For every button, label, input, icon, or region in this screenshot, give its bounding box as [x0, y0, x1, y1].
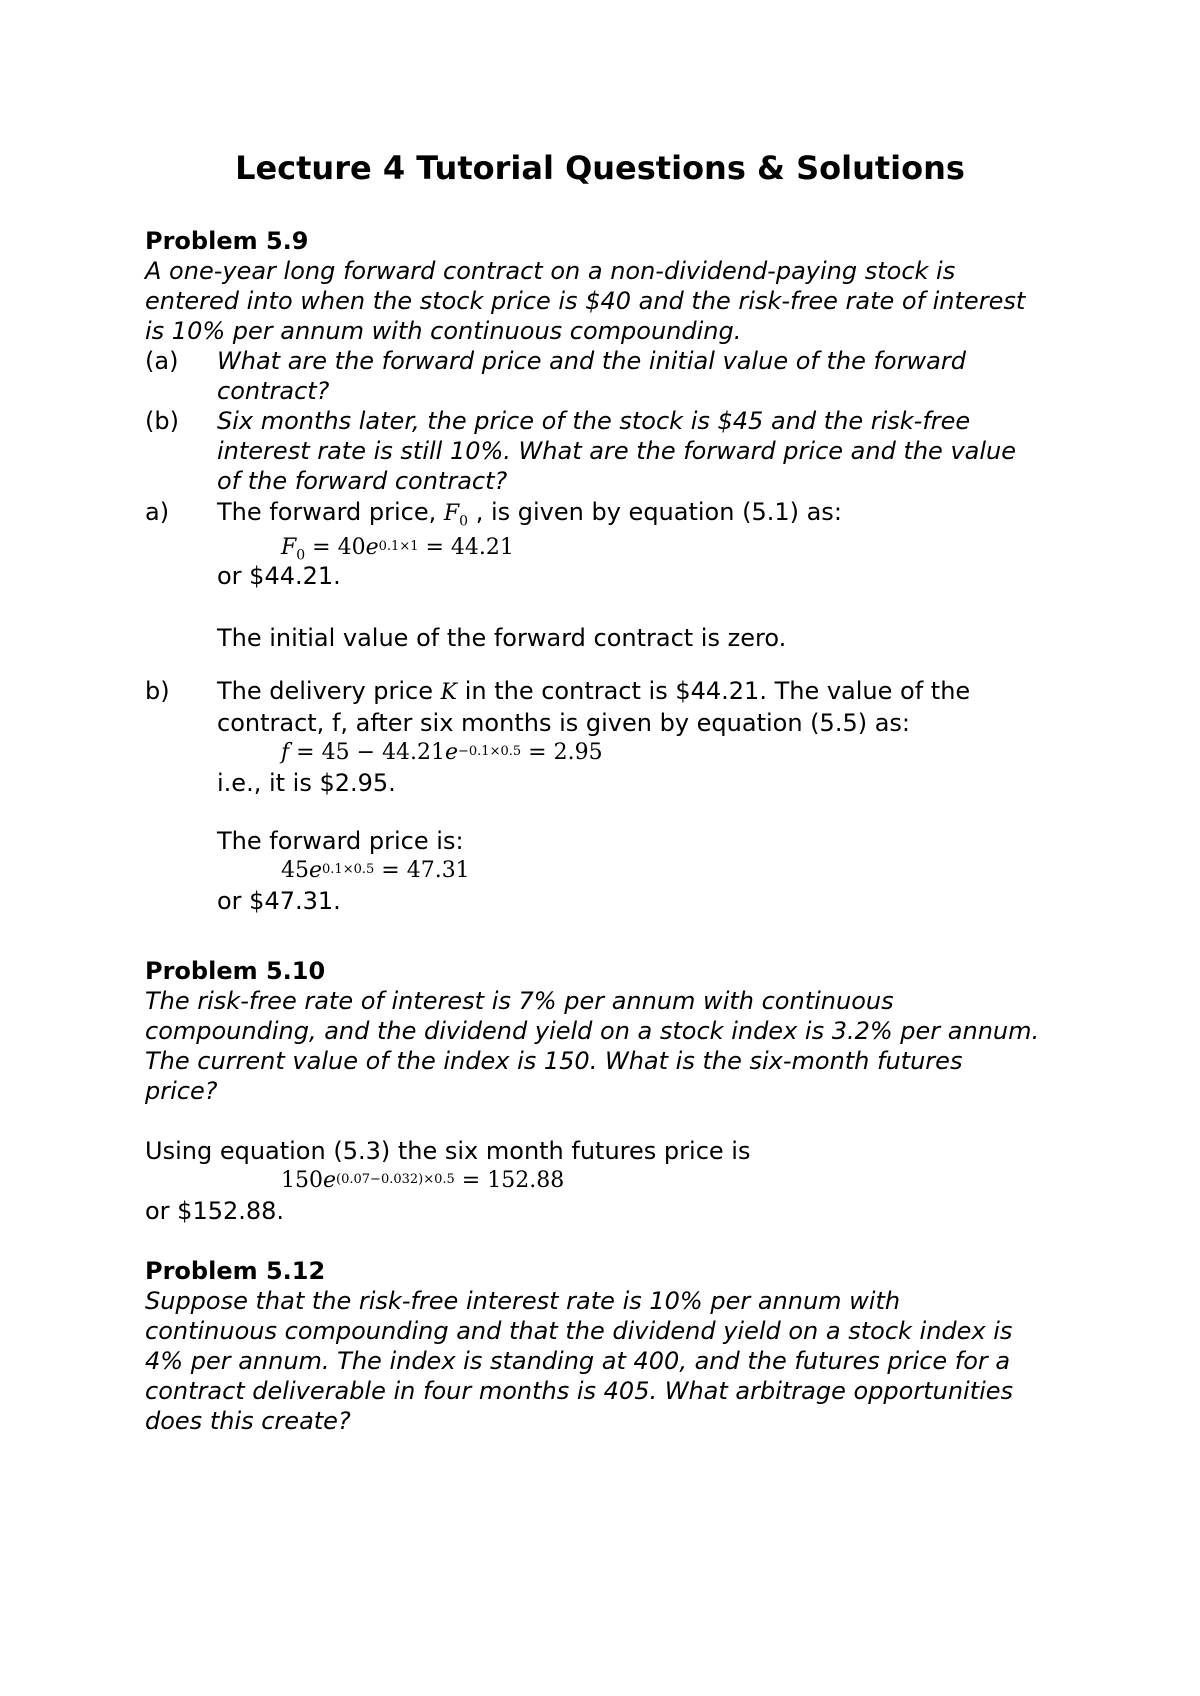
answer-text: The forward price is: — [217, 827, 464, 855]
equation — [145, 533, 1075, 563]
eq-text: 150 — [281, 1168, 323, 1193]
variable: e — [309, 858, 323, 883]
exponent: (0.07−0.032)×0.5 — [336, 1172, 455, 1187]
equation — [145, 1166, 1075, 1196]
answer-text: in the contract is $44.21. The value of the — [457, 677, 971, 705]
problem-heading: Problem 5.12 — [145, 1257, 326, 1285]
question-line: does this create? — [145, 1407, 351, 1435]
answer-label: a) — [145, 498, 170, 526]
answer-label: b) — [145, 677, 170, 705]
equation — [145, 856, 1075, 886]
question-line: Suppose that the risk-free interest rate is 10% per annum with — [145, 1287, 901, 1315]
eq-text: = 44.21 — [418, 535, 514, 560]
variable: e — [323, 1168, 337, 1193]
question-line: The risk-free rate of interest is 7% per annum with continuous — [145, 987, 894, 1015]
question-line: The current value of the index is 150. What is the six-month futures — [145, 1047, 963, 1075]
problem-heading: Problem 5.9 — [145, 227, 309, 255]
eq-text: 45 — [281, 858, 309, 883]
problem-5-12 — [145, 1256, 1075, 1436]
variable: f — [281, 740, 290, 765]
problem-heading: Problem 5.10 — [145, 957, 326, 985]
exponent: −0.1×0.5 — [458, 744, 522, 759]
answer-text: The forward price, — [217, 498, 444, 526]
question-line: continuous compounding and that the dividend yield on a stock index is — [145, 1317, 1013, 1345]
exponent: 0.1×0.5 — [322, 862, 375, 877]
variable: F — [443, 501, 460, 526]
question-line: is 10% per annum with continuous compounding. — [145, 317, 742, 345]
eq-text: = 2.95 — [521, 740, 603, 765]
eq-text: = 152.88 — [454, 1168, 565, 1193]
subscript: 0 — [296, 547, 306, 564]
question-line: Six months later, the price of the stock is $45 and the risk-free — [217, 407, 971, 435]
eq-text: = 47.31 — [374, 858, 470, 883]
answer-text: or $44.21. — [217, 562, 341, 590]
answer-text: i.e., it is $2.95. — [217, 769, 396, 797]
answer-line — [145, 497, 1075, 529]
question-line: of the forward contract? — [217, 467, 508, 495]
answer-line — [145, 676, 1075, 708]
eq-text: = 45 − 44.21 — [289, 740, 445, 765]
variable: K — [440, 680, 458, 705]
part-label: (a) — [145, 347, 179, 375]
answer-text: Using equation (5.3) the six month futures price is — [145, 1137, 751, 1165]
question-line: A one-year long forward contract on a non-dividend-paying stock is — [145, 257, 956, 285]
question-line: entered into when the stock price is $40 and the risk-free rate of interest — [145, 287, 1026, 315]
variable: F — [281, 535, 297, 560]
answer-text: The initial value of the forward contract is zero. — [217, 624, 787, 652]
problem-question — [145, 1286, 1075, 1436]
answer-text: contract, f, after six months is given by equation (5.5) as: — [217, 709, 910, 737]
question-line: contract? — [217, 377, 330, 405]
question-line: What are the forward price and the initial value of the forward — [217, 347, 966, 375]
subscript: 0 — [459, 513, 469, 530]
problem-question — [145, 256, 1075, 346]
problem-question — [145, 986, 1075, 1106]
equation — [145, 738, 1075, 768]
question-line: price? — [145, 1077, 218, 1105]
variable: e — [444, 740, 459, 765]
exponent: 0.1×1 — [378, 539, 419, 554]
answer-text: or $152.88. — [145, 1197, 285, 1225]
question-line: compounding, and the dividend yield on a stock index is 3.2% per annum. — [145, 1017, 1040, 1045]
variable: e — [365, 535, 379, 560]
part-label: (b) — [145, 407, 179, 435]
answer-a — [145, 497, 1075, 653]
answer-text: or $47.31. — [217, 887, 341, 915]
eq-text: = 40 — [305, 535, 366, 560]
question-part-a — [145, 346, 1075, 406]
answer-b — [145, 676, 1075, 916]
answer-text: , is given by equation (5.1) as: — [468, 498, 842, 526]
problem-5-10 — [145, 956, 1075, 1226]
page-title: Lecture 4 Tutorial Questions & Solutions — [235, 149, 965, 187]
question-line: contract deliverable in four months is 405. What arbitrage opportunities — [145, 1377, 1014, 1405]
question-line: interest rate is still 10%. What are the forward price and the value — [217, 437, 1017, 465]
answer-text: The delivery price — [217, 677, 441, 705]
question-part-b — [145, 406, 1075, 496]
problem-5-9 — [145, 226, 1075, 496]
question-line: 4% per annum. The index is standing at 400, and the futures price for a — [145, 1347, 1011, 1375]
